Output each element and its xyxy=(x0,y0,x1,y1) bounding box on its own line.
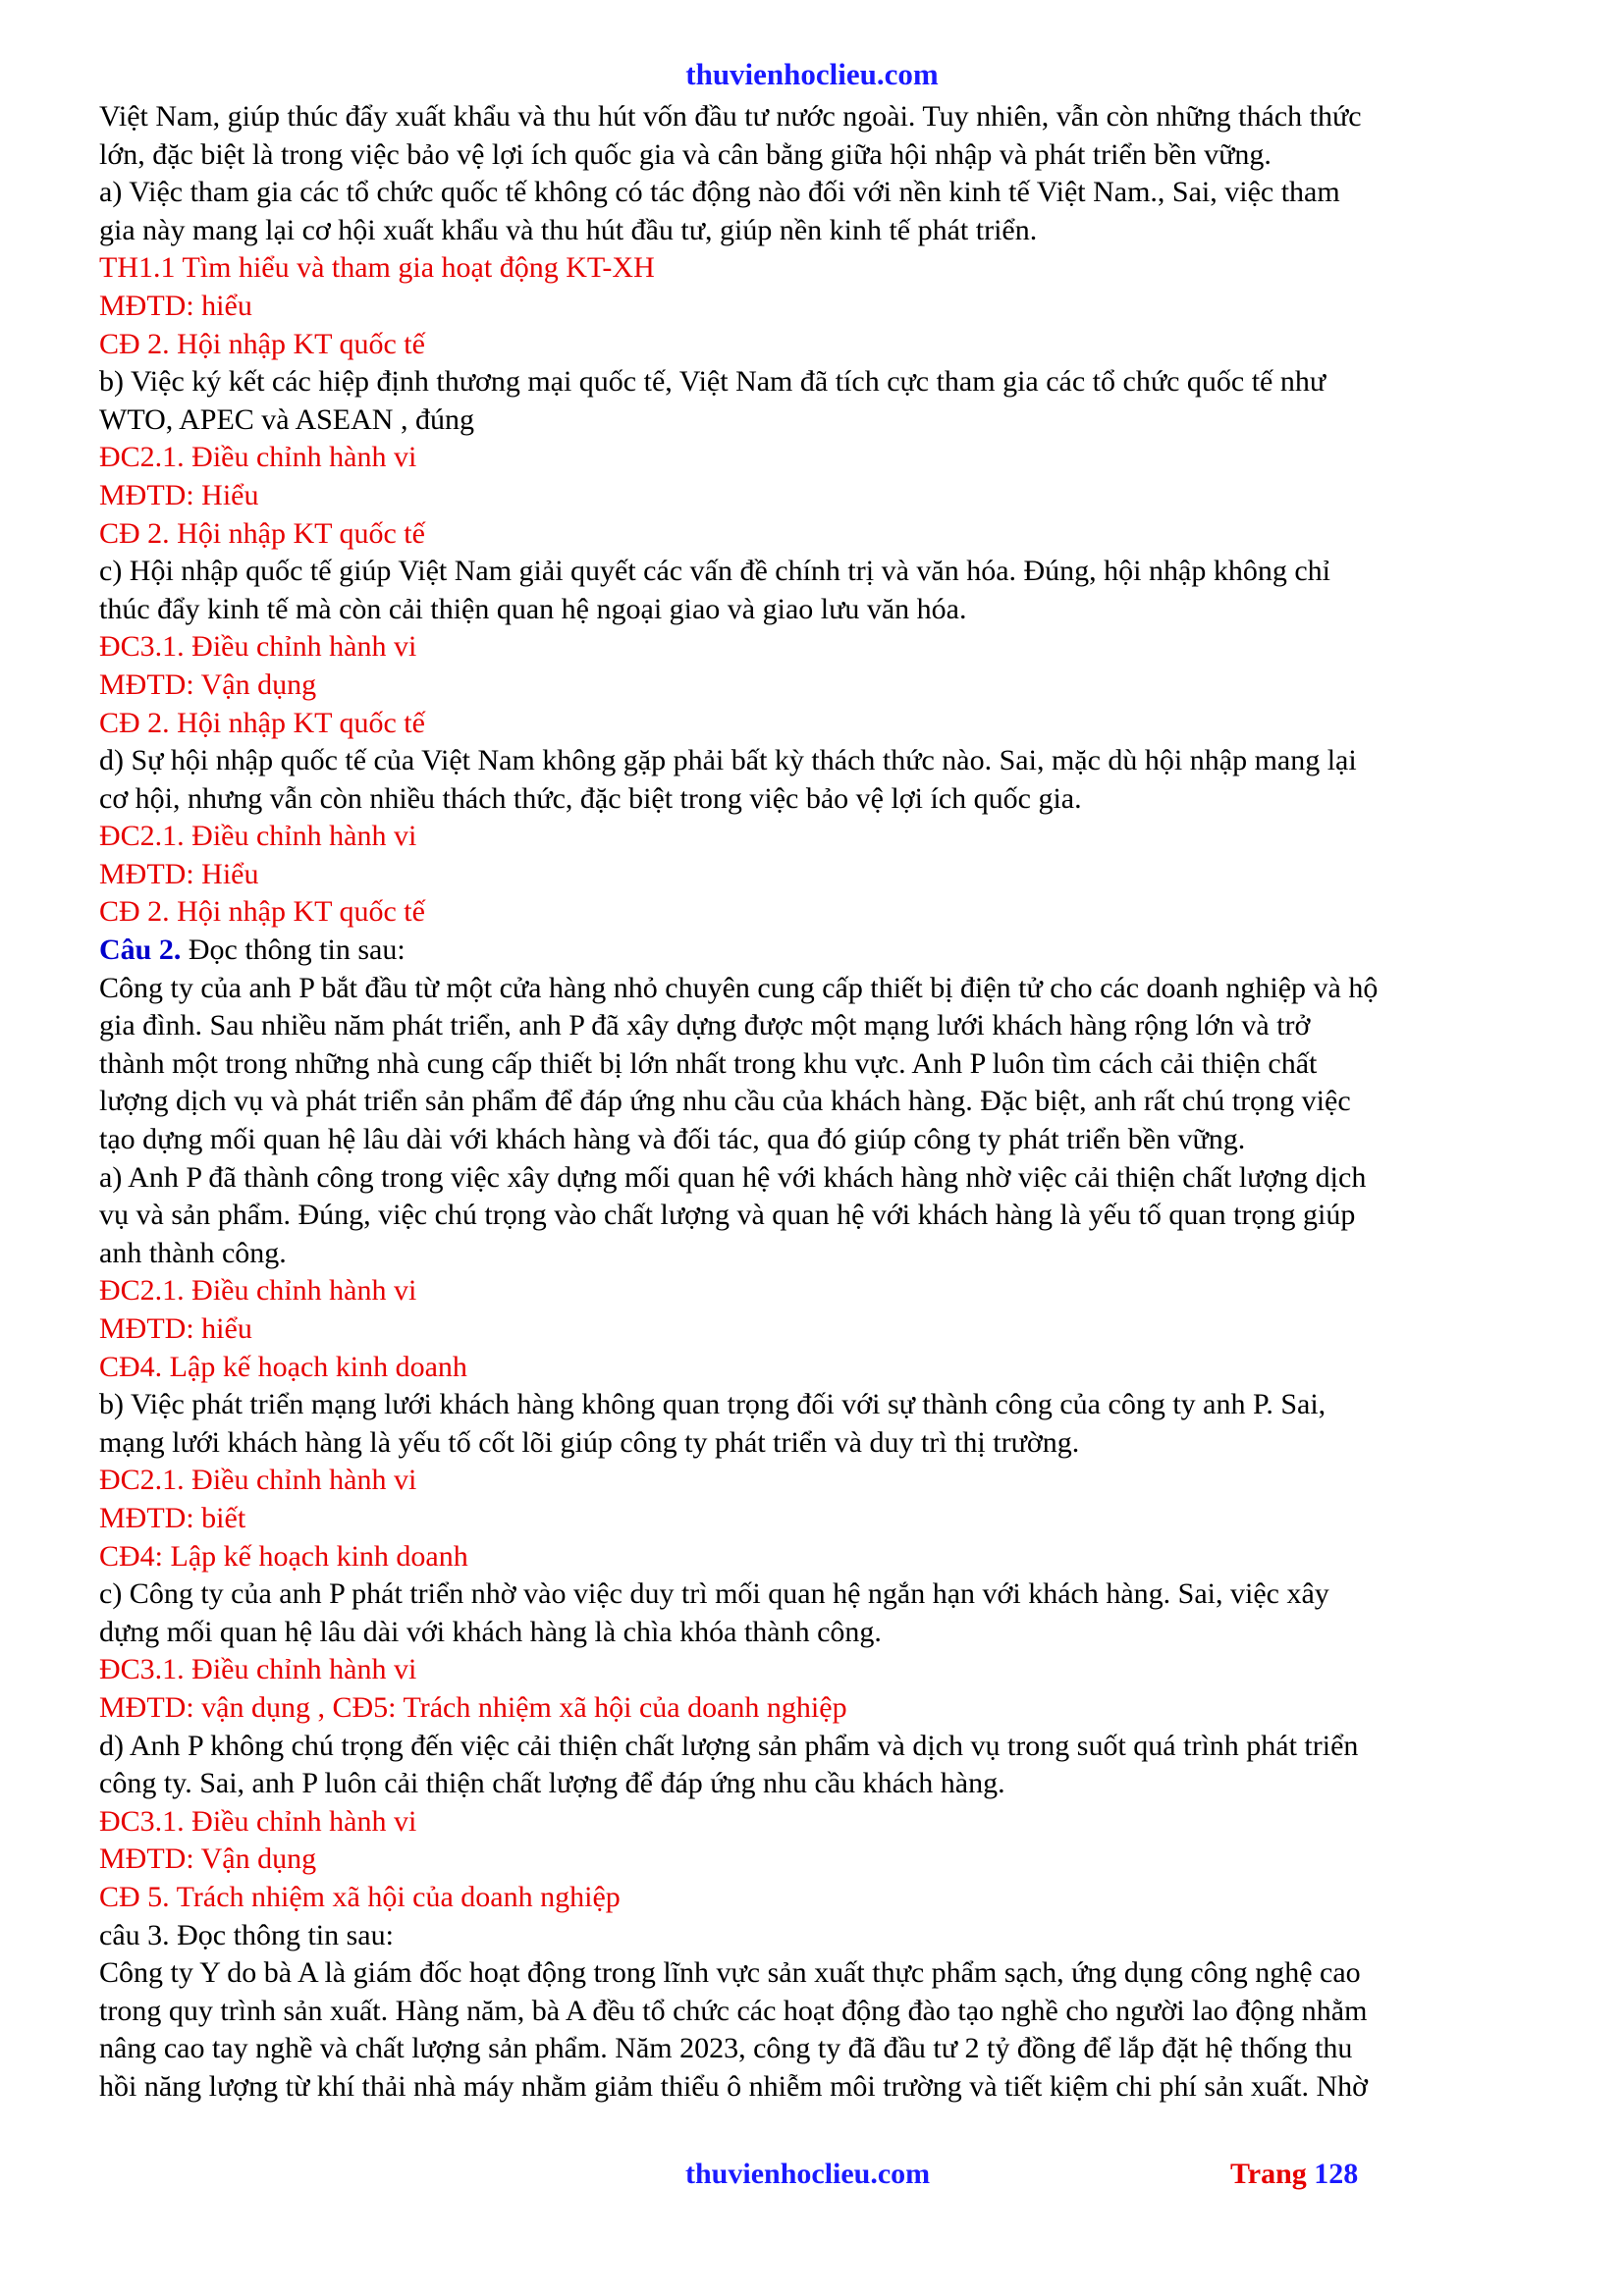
text-line: hồi năng lượng từ khí thải nhà máy nhằm giảm thiểu ô nhiễm môi trường và tiết kiệm chi phí sản xuất. Nhờ xyxy=(99,2069,1368,2103)
annotation-line: ĐC2.1. Điều chỉnh hành vi xyxy=(99,1274,417,1308)
annotation-line: MĐTD: Vận dụng xyxy=(99,1842,317,1876)
header-site-name[interactable]: thuvienhoclieu.com xyxy=(685,57,939,91)
page-number xyxy=(1230,2158,1358,2191)
document-body xyxy=(99,98,1533,2106)
text-line: Công ty Y do bà A là giám đốc hoạt động trong lĩnh vực sản xuất thực phẩm sạch, ứng dụng công nghệ cao xyxy=(99,1956,1361,1990)
text-line: b) Việc ký kết các hiệp định thương mại quốc tế, Việt Nam đã tích cực tham gia các tổ chức quốc tế như xyxy=(99,365,1326,399)
text-line: c) Hội nhập quốc tế giúp Việt Nam giải quyết các vấn đề chính trị và văn hóa. Đúng, hội nhập không chỉ xyxy=(99,555,1330,588)
annotation-line: CĐ 2. Hội nhập KT quốc tế xyxy=(99,516,425,550)
text-line: Việt Nam, giúp thúc đẩy xuất khẩu và thu hút vốn đầu tư nước ngoài. Tuy nhiên, vẫn còn những thách thức xyxy=(99,100,1362,133)
text-line: công ty. Sai, anh P luôn cải thiện chất lượng để đáp ứng nhu cầu khách hàng. xyxy=(99,1767,1005,1800)
text-line: gia đình. Sau nhiều năm phát triển, anh P đã xây dựng được một mạng lưới khách hàng rộng lớn và trở xyxy=(99,1009,1311,1042)
text-line: tạo dựng mối quan hệ lâu dài với khách hàng và đối tác, qua đó giúp công ty phát triển bền vững. xyxy=(99,1123,1246,1156)
annotation-line: MĐTD: biết xyxy=(99,1501,246,1534)
annotation-line: ĐC3.1. Điều chỉnh hành vi xyxy=(99,630,417,664)
annotation-line: MĐTD: Hiểu xyxy=(99,857,259,890)
footer-site-name[interactable]: thuvienhoclieu.com xyxy=(685,2158,931,2190)
annotation-line: MĐTD: hiểu xyxy=(99,1312,252,1345)
text-line: lượng dịch vụ và phát triển sản phẩm để đáp ứng nhu cầu của khách hàng. Đặc biệt, anh rất chú trọng việc xyxy=(99,1085,1351,1118)
question-heading xyxy=(99,932,1533,970)
annotation-line: CĐ4: Lập kế hoạch kinh doanh xyxy=(99,1539,468,1573)
annotation-line: ĐC2.1. Điều chỉnh hành vi xyxy=(99,820,417,853)
annotation-line: MĐTD: Hiểu xyxy=(99,478,259,511)
text-line: thúc đẩy kinh tế mà còn cải thiện quan hệ ngoại giao và giao lưu văn hóa. xyxy=(99,592,967,625)
question-label: Câu 2. xyxy=(99,934,182,967)
annotation-line: ĐC2.1. Điều chỉnh hành vi xyxy=(99,441,417,474)
text-line: câu 3. Đọc thông tin sau: xyxy=(99,1918,394,1951)
text-line: mạng lưới khách hàng là yếu tố cốt lõi giúp công ty phát triển và duy trì thị trường. xyxy=(99,1425,1080,1459)
annotation-line: ĐC3.1. Điều chỉnh hành vi xyxy=(99,1653,417,1686)
annotation-line: CĐ 5. Trách nhiệm xã hội của doanh nghiệp xyxy=(99,1880,621,1913)
text-line: thành một trong những nhà cung cấp thiết bị lớn nhất trong khu vực. Anh P luôn tìm cách cải thiện chất xyxy=(99,1046,1318,1080)
annotation-line: CĐ 2. Hội nhập KT quốc tế xyxy=(99,895,425,929)
text-line: Công ty của anh P bắt đầu từ một cửa hàng nhỏ chuyên cung cấp thiết bị điện tử cho các doanh nghiệp và hộ xyxy=(99,971,1379,1004)
text-line: cơ hội, nhưng vẫn còn nhiều thách thức, đặc biệt trong việc bảo vệ lợi ích quốc gia. xyxy=(99,781,1082,815)
text-line: c) Công ty của anh P phát triển nhờ vào việc duy trì mối quan hệ ngắn hạn với khách hàng. Sai, việc xây xyxy=(99,1577,1329,1611)
text-line: a) Anh P đã thành công trong việc xây dựng mối quan hệ với khách hàng nhờ việc cải thiện chất lượng dịch xyxy=(99,1160,1367,1194)
text-line: nâng cao tay nghề và chất lượng sản phẩm. Năm 2023, công ty đã đầu tư 2 tỷ đồng để lắp đặt hệ thống thu xyxy=(99,2032,1353,2065)
text-line: b) Việc phát triển mạng lưới khách hàng không quan trọng đối với sự thành công của công ty anh P. Sai, xyxy=(99,1388,1326,1421)
annotation-line: TH1.1 Tìm hiểu và tham gia hoạt động KT-XH xyxy=(99,251,655,285)
text-line: trong quy trình sản xuất. Hàng năm, bà A đều tổ chức các hoạt động đào tạo nghề cho người lao động nhằm xyxy=(99,1994,1368,2027)
annotation-line: MĐTD: hiểu xyxy=(99,289,252,322)
annotation-line: ĐC2.1. Điều chỉnh hành vi xyxy=(99,1464,417,1497)
text-line: anh thành công. xyxy=(99,1236,287,1269)
annotation-line: MĐTD: Vận dụng xyxy=(99,667,317,701)
text-line: d) Sự hội nhập quốc tế của Việt Nam không gặp phải bất kỳ thách thức nào. Sai, mặc dù hội nhập mang lại xyxy=(99,744,1357,777)
annotation-line: ĐC3.1. Điều chỉnh hành vi xyxy=(99,1804,417,1838)
question-text: Đọc thông tin sau: xyxy=(181,934,406,967)
page-number-value: 128 xyxy=(1314,2158,1359,2190)
text-line: lớn, đặc biệt là trong việc bảo vệ lợi ích quốc gia và cân bằng giữa hội nhập và phát triển bền vững. xyxy=(99,137,1272,171)
annotation-line: MĐTD: vận dụng , CĐ5: Trách nhiệm xã hội của doanh nghiệp xyxy=(99,1690,847,1724)
text-line: dựng mối quan hệ lâu dài với khách hàng là chìa khóa thành công. xyxy=(99,1615,882,1648)
text-line: WTO, APEC và ASEAN , đúng xyxy=(99,402,474,436)
annotation-line: CĐ 2. Hội nhập KT quốc tế xyxy=(99,706,425,739)
annotation-line: CĐ 2. Hội nhập KT quốc tế xyxy=(99,327,425,360)
text-line: vụ và sản phẩm. Đúng, việc chú trọng vào chất lượng và quan hệ với khách hàng là yếu tố quan trọng giúp xyxy=(99,1199,1356,1232)
text-line: gia này mang lại cơ hội xuất khẩu và thu hút đầu tư, giúp nền kinh tế phát triển. xyxy=(99,213,1038,246)
text-line: d) Anh P không chú trọng đến việc cải thiện chất lượng sản phẩm và dịch vụ trong suốt quá trình phát triển xyxy=(99,1729,1359,1762)
text-line: a) Việc tham gia các tổ chức quốc tế không có tác động nào đối với nền kinh tế Việt Nam., Sai, việc tham xyxy=(99,176,1340,209)
annotation-line: CĐ4. Lập kế hoạch kinh doanh xyxy=(99,1350,467,1383)
page-label: Trang xyxy=(1230,2158,1315,2190)
